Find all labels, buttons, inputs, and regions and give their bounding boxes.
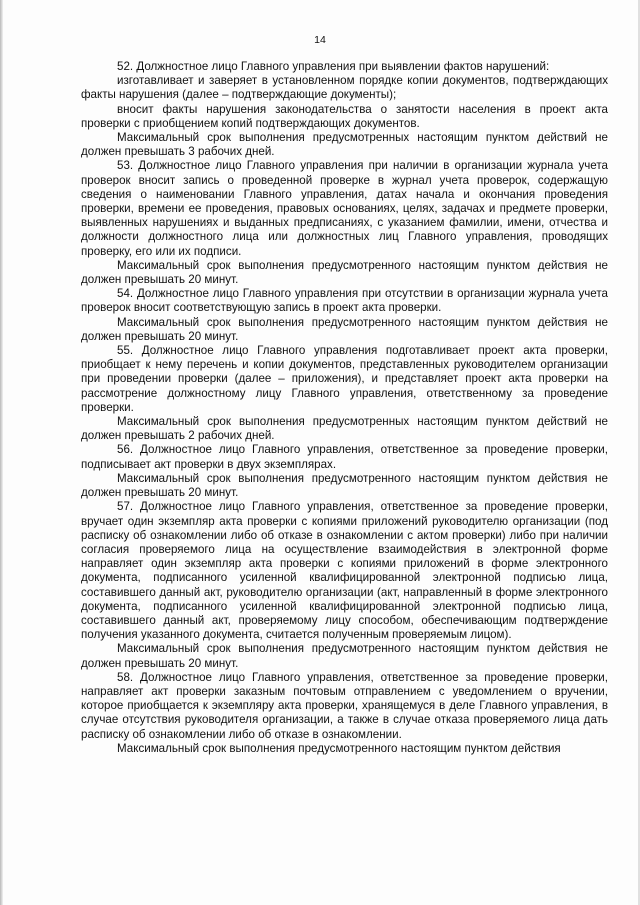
paragraph-52-intro: 52. Должностное лицо Главного управления при выявлении фактов нарушений:	[117, 60, 550, 73]
paragraph-53: 53. Должностное лицо Главного управления при наличии в организации журнала учета проверок вносит запись о проведенной проверке в журнал учета проверок, содержащую сведения о наименовании Главного управления, датах начала и окончания проведения проверки, времени ее проведения, правовых основаниях, целях, задачах и предмете проверки, выявленных нарушениях и выданных предписаниях, с указанием фамилии, имени, отчества и должности должностного лица или должностных лиц Главного управления, проводящих проверку, его или их подписи.	[81, 159, 608, 258]
paragraph-53-deadline: Максимальный срок выполнения предусмотренного настоящим пунктом действия не должен превышать 20 минут.	[81, 258, 608, 287]
paragraph-56-deadline: Максимальный срок выполнения предусмотренного настоящим пунктом действия не должен превышать 20 минут.	[81, 471, 608, 500]
paragraph-58-deadline: Максимальный срок выполнения предусмотренного настоящим пунктом действия	[117, 741, 561, 755]
paragraph-57: 57. Должностное лицо Главного управления, ответственное за проведение проверки, вручает один экземпляр акта проверки с копиями приложений руководителю организации (под расписку об ознакомлении либо об отказе в ознакомлении с актом проверки) либо при наличии согласия проверяемого лица на осуществление взаимодействия в электронной форме направляет один экземпляр акта проверки с копиями приложений в форме электронного документа, подписанного усиленной квалифицированной электронной подписью лица, составившего данный акт, руководителю организации (акт, направленный в форме электронного документа, подписанного усиленной квалифицированной электронной подписью лица, составившего данный акт, проверяемому лицу способом, обеспечивающим подтверждение получения указанного документа, считается полученным проверяемым лицом).	[81, 500, 608, 642]
paragraph-52-copies: изготавливает и заверяет в установленном порядке копии документов, подтверждающих факты нарушения (далее – подтверждающие документы);	[81, 74, 608, 102]
scan-edge-left	[0, 0, 3, 905]
paragraph-54: 54. Должностное лицо Главного управления при отсутствии в организации журнала учета проверок вносит соответствующую запись в проект акта проверки.	[81, 287, 608, 315]
document-body	[81, 60, 608, 756]
paragraph-55: 55. Должностное лицо Главного управления подготавливает проект акта проверки, приобщает к нему перечень и копии документов, представленных руководителем организации при проведении проверки (далее – приложения), и представляет проект акта проверки на рассмотрение должностному лицу Главного управления, ответственному за проведение проверки.	[81, 344, 608, 414]
paragraph-52-facts: вносит факты нарушения законодательства о занятости населения в проект акта проверки с приобщением копий подтверждающих документов.	[81, 102, 608, 130]
paragraph-54-deadline: Максимальный срок выполнения предусмотренного настоящим пунктом действия не должен превышать 20 минут.	[81, 315, 608, 343]
paragraph-56: 56. Должностное лицо Главного управления, ответственное за проведение проверки, подписывает акт проверки в двух экземплярах.	[81, 443, 608, 471]
paragraph-55-deadline: Максимальный срок выполнения предусмотренных настоящим пунктом действий не должен превышать 2 рабочих дней.	[81, 415, 608, 443]
paragraph-57-deadline: Максимальный срок выполнения предусмотренного настоящим пунктом действия не должен превышать 20 минут.	[81, 642, 608, 670]
paragraph-52-deadline: Максимальный срок выполнения предусмотренных настоящим пунктом действий не должен превышать 3 рабочих дней.	[81, 131, 608, 159]
paragraph-58: 58. Должностное лицо Главного управления, ответственное за проведение проверки, направляет акт проверки заказным почтовым отправлением с уведомлением о вручении, которое приобщается к экземпляру акта проверки, хранящемуся в деле Главного управления, в случае отсутствия руководителя организации, а также в случае отказа проверяемого лица дать расписку об ознакомлении либо об отказе в ознакомлении.	[81, 670, 608, 741]
page-number: 14	[314, 34, 326, 46]
